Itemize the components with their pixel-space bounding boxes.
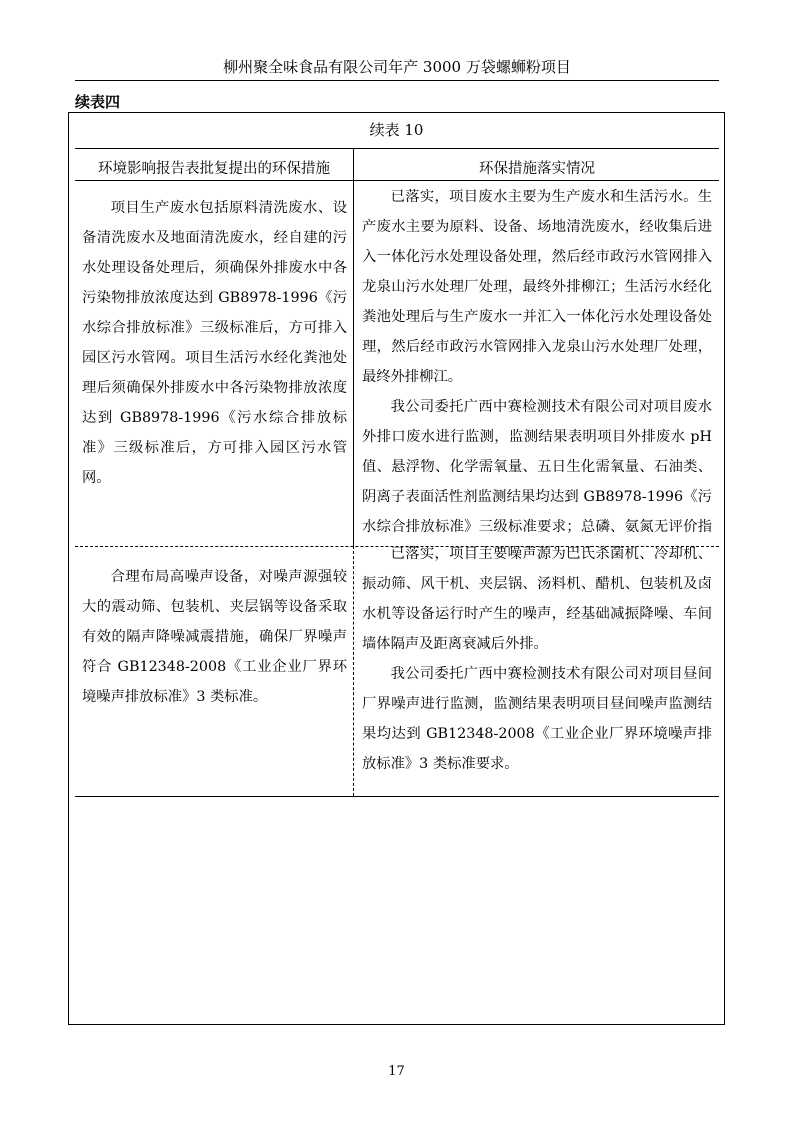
implementation-text: 我公司委托广西中赛检测技术有限公司对项目废水外排口废水进行监测，监测结果表明项目外排废水 pH 值、悬浮物、化学需氧量、五日生化需氧量、石油类、阴离子表面活性剂监测结果均达到 GB8978-1996《污水综合排放标准》三级标准要求；总磷、氨氮无评价指 (362, 399, 712, 535)
implementation-text: 已落实，项目废水主要为生产废水和生活污水。生产废水主要为原料、设备、场地清洗废水，经收集后进入一体化污水处理设备处理，然后经市政污水管网排入龙泉山污水处理厂处理，最终外排柳江；生活污水经化粪池处理后与生产废水一并汇入一体化污水处理设备处理，然后经市政污水管网排入龙泉山污水处理厂处理，最终外排柳江。 (362, 189, 712, 385)
page-header-title: 柳州聚全味食品有限公司年产 3000 万袋螺蛳粉项目 (223, 58, 571, 76)
column-divider-dashed (353, 546, 354, 796)
column-header-implementation: 环保措施落实情况 (479, 161, 595, 177)
implementation-cell-noise (362, 539, 712, 794)
implementation-text: 已落实，项目主要噪声源为巴氏杀菌机、冷却机、振动筛、风干机、夹层锅、汤料机、醋机、包装机及卤水机等设备运行时产生的噪声，经基础减振降噪、车间墙体隔声及距离衰减后外排。 (362, 546, 712, 652)
page-number: 17 (388, 1064, 405, 1079)
header-rule (75, 80, 719, 81)
table-rule-top (75, 148, 719, 149)
column-divider (353, 148, 354, 546)
table-rule-head (75, 180, 719, 181)
requirement-text: 项目生产废水包括原料清洗废水、设备清洗废水及地面清洗废水，经自建的污水处理设备处理后，须确保外排废水中各污染物排放浓度达到 GB8978-1996《污水综合排放标准》三级标准后，方可排入园区污水管网。项目生活污水经化粪池处理后须确保外排废水中各污染物排放浓度达到 GB8978-1996《污水综合排放标准》三级标准后，方可排入园区污水管网。 (82, 200, 347, 486)
requirement-cell-wastewater (82, 193, 347, 543)
requirement-text: 合理布局高噪声设备，对噪声源强较大的震动筛、包装机、夹层锅等设备采取有效的隔声降噪减震措施，确保厂界噪声符合 GB12348-2008《工业企业厂界环境噪声排放标准》3 类标准。 (82, 569, 347, 705)
table-caption: 续表 10 (369, 121, 424, 139)
table-rule-bottom (75, 796, 719, 797)
column-header-requirement: 环境影响报告表批复提出的环保措施 (98, 161, 330, 177)
implementation-cell-wastewater (362, 182, 712, 544)
section-label: 续表四 (75, 93, 121, 111)
requirement-cell-noise (82, 562, 347, 794)
implementation-text: 我公司委托广西中赛检测技术有限公司对项目昼间厂界噪声进行监测，监测结果表明项目昼间噪声监测结果均达到 GB12348-2008《工业企业厂界环境噪声排放标准》3 类标准要求。 (362, 666, 712, 772)
